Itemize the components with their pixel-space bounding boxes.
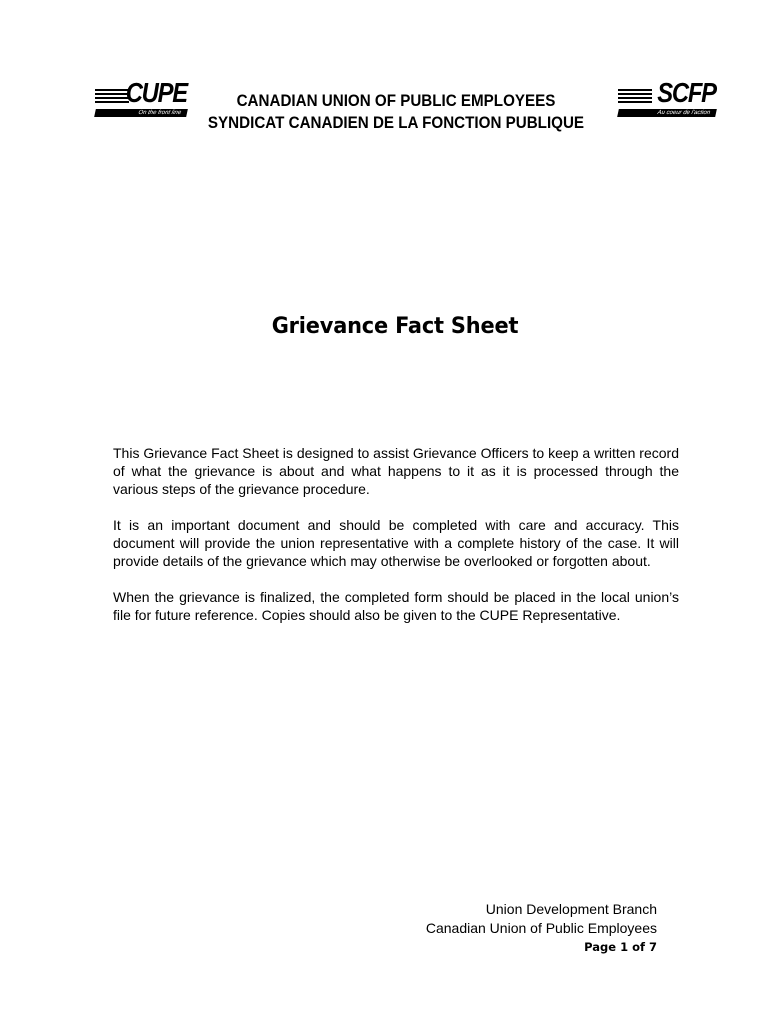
body-paragraph: It is an important document and should be completed with care and accuracy. This document will provide the union representative with a complete history of the case. It will provide details of the grievance which may otherwise be overlooked or forgotten about.: [113, 517, 679, 569]
footer-branch: Union Development Branch: [485, 901, 657, 917]
page-number: Page 1 of 7: [584, 940, 657, 954]
logo-speed-lines: [95, 89, 129, 105]
cupe-logo-word: CUPE: [125, 77, 187, 108]
body-paragraph: When the grievance is finalized, the completed form should be placed in the local union’s file for future reference. Copies should also be given to the CUPE Representative.: [113, 589, 679, 623]
organization-header: [205, 90, 588, 134]
scfp-logo: [618, 77, 716, 120]
scfp-logo-word: SCFP: [657, 77, 716, 108]
logo-speed-lines: [618, 89, 652, 105]
body-paragraph: This Grievance Fact Sheet is designed to assist Grievance Officers to keep a written record of what the grievance is about and what happens to it as it is processed through the various steps of the grievance procedure.: [113, 445, 679, 497]
org-name-english: CANADIAN UNION OF PUBLIC EMPLOYEES: [236, 92, 556, 110]
org-name-french: SYNDICAT CANADIEN DE LA FONCTION PUBLIQUE: [207, 114, 585, 132]
cupe-logo: [95, 77, 187, 120]
footer-organization: Canadian Union of Public Employees: [425, 920, 657, 936]
document-footer: [426, 900, 657, 956]
document-body: [113, 444, 679, 642]
cupe-logo-tagline: On the front line: [94, 109, 188, 117]
scfp-logo-tagline: Au coeur de l'action: [617, 109, 717, 117]
document-title: Grievance Fact Sheet: [271, 314, 519, 339]
